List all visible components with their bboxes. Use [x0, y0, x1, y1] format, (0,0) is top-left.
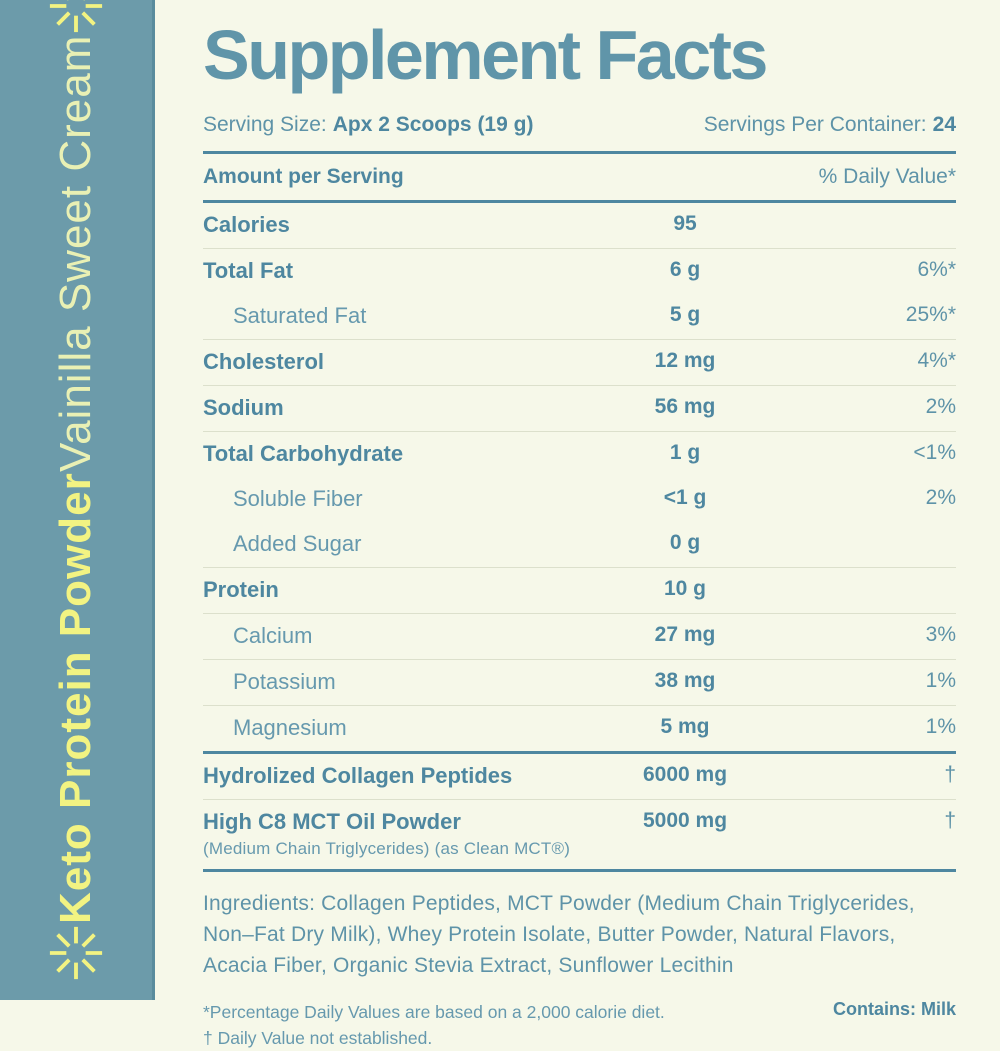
- nutrient-row: [203, 477, 956, 522]
- serving-size-value: Apx 2 Scoops (19 g): [332, 113, 534, 137]
- sparkle-star-icon: [47, 0, 105, 35]
- nutrient-row: [203, 614, 956, 659]
- nutrient-amount: 1 g: [669, 441, 701, 465]
- amount-per-serving-header: Amount per Serving: [203, 165, 404, 189]
- nutrient-amount: 6 g: [669, 258, 701, 282]
- nutrient-amount: 5000 mg: [642, 809, 728, 833]
- nutrient-daily-value: †: [944, 763, 956, 787]
- serving-size: [203, 113, 533, 137]
- nutrient-row: [203, 522, 956, 567]
- nutrient-daily-value: 25%*: [905, 303, 956, 327]
- nutrient-name: Cholesterol: [203, 349, 325, 375]
- nutrient-name: Total Carbohydrate: [203, 441, 404, 467]
- nutrient-amount: 10 g: [663, 577, 707, 601]
- nutrient-name: Sodium: [203, 395, 284, 421]
- nutrient-amount: 5 g: [669, 303, 701, 327]
- servings-per-container-value: 24: [932, 113, 956, 137]
- nutrient-name: Added Sugar: [233, 531, 362, 557]
- nutrient-name: Potassium: [233, 669, 336, 695]
- nutrient-row: [203, 249, 956, 294]
- nutrient-amount: 6000 mg: [642, 763, 728, 787]
- nutrient-table: [203, 203, 956, 872]
- label-footer: [203, 991, 956, 1051]
- nutrient-name: Hydrolized Collagen Peptides: [203, 763, 513, 789]
- nutrient-daily-value: 2%: [925, 395, 956, 419]
- nutrient-daily-value: 6%*: [917, 258, 956, 282]
- nutrient-row: [203, 660, 956, 705]
- nutrient-row: [203, 340, 956, 385]
- nutrient-name: Calcium: [233, 623, 313, 649]
- ingredients-text: Ingredients: Collagen Peptides, MCT Powder (Medium Chain Triglycerides, Non–Fat Dry Milk), Whey Protein Isolate, Butter Powder, Natural Flavors, Acacia Fiber, Organic Stevia Extract, Sunflower Lecithin: [203, 892, 915, 978]
- nutrient-name: Total Fat: [203, 258, 294, 284]
- nutrient-name: Protein: [203, 577, 279, 603]
- nutrient-daily-value: 4%*: [917, 349, 956, 373]
- nutrient-name: Saturated Fat: [233, 303, 367, 329]
- nutrient-row: [203, 706, 956, 751]
- facts-panel: [155, 0, 1000, 1049]
- nutrient-amount: 95: [673, 212, 697, 236]
- nutrient-daily-value: 2%: [925, 486, 956, 510]
- nutrient-amount: 0 g: [669, 531, 701, 555]
- nutrient-name: Calories: [203, 212, 290, 238]
- sparkle-star-icon: [47, 924, 105, 982]
- nutrient-note: (Medium Chain Triglycerides) (as Clean MCT®): [203, 839, 571, 859]
- serving-size-label: Serving Size:: [203, 113, 327, 137]
- servings-per-container-label: Servings Per Container:: [703, 113, 927, 137]
- servings-per-container: [704, 113, 956, 137]
- nutrient-daily-value: 3%: [925, 623, 956, 647]
- nutrient-name: High C8 MCT Oil Powder (Medium Chain Triglycerides) (as Clean MCT®): [203, 809, 600, 859]
- nutrient-row: [203, 432, 956, 477]
- nutrient-amount: 5 mg: [660, 715, 710, 739]
- nutrient-daily-value: 1%: [925, 715, 956, 739]
- dv-not-established-footnote: † Daily Value not established.: [203, 1028, 433, 1049]
- nutrient-row: [203, 203, 956, 248]
- contains-allergen: Contains: Milk: [832, 999, 956, 1020]
- nutrient-row: [203, 754, 956, 799]
- table-header: [203, 154, 956, 200]
- nutrient-daily-value: †: [944, 809, 956, 833]
- nutrient-daily-value: 1%: [925, 669, 956, 693]
- nutrient-row: [203, 800, 956, 869]
- nutrient-row: [203, 386, 956, 431]
- flavor-name-vertical: Vainilla Sweet Cream: [51, 34, 100, 473]
- nutrient-amount: 38 mg: [654, 669, 716, 693]
- product-sidebar: [0, 0, 155, 1000]
- nutrient-name: Soluble Fiber: [233, 486, 363, 512]
- serving-info: [203, 107, 956, 151]
- nutrient-amount: 56 mg: [654, 395, 716, 419]
- nutrient-amount: 12 mg: [654, 349, 716, 373]
- page-title: Supplement Facts: [203, 16, 766, 94]
- product-name-vertical: Keto Protein Powder: [51, 472, 100, 924]
- product-sidebar-content: [0, 0, 152, 1000]
- nutrient-amount: 27 mg: [654, 623, 716, 647]
- nutrient-daily-value: <1%: [913, 441, 956, 465]
- footnotes: [203, 999, 665, 1051]
- daily-value-footnote: *Percentage Daily Values are based on a 2,000 calorie diet.: [203, 1002, 665, 1023]
- nutrient-row: [203, 568, 956, 613]
- nutrient-row: [203, 294, 956, 339]
- nutrient-amount: <1 g: [663, 486, 707, 510]
- nutrient-name: Magnesium: [233, 715, 347, 741]
- daily-value-header: % Daily Value*: [818, 165, 956, 189]
